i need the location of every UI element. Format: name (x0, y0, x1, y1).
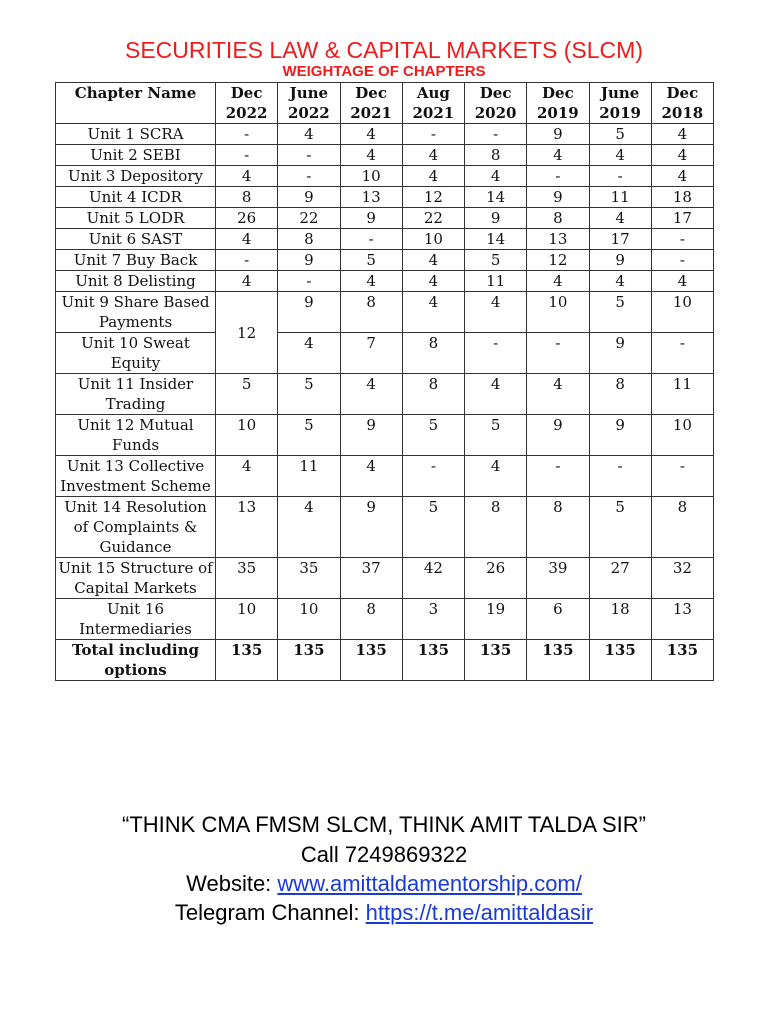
value-cell: 8 (278, 229, 340, 250)
value-cell: 26 (216, 208, 278, 229)
value-cell: 9 (589, 250, 651, 271)
table-row (56, 271, 714, 292)
value-cell: 9 (278, 250, 340, 271)
value-cell: 4 (340, 271, 402, 292)
table-row (56, 124, 714, 145)
value-cell: 5 (402, 415, 464, 456)
column-header: Dec 2021 (340, 83, 402, 124)
value-cell: 4 (465, 292, 527, 333)
table-row (56, 187, 714, 208)
value-cell: 4 (402, 145, 464, 166)
value-cell: - (651, 250, 713, 271)
value-cell: - (651, 229, 713, 250)
column-header: June 2022 (278, 83, 340, 124)
value-cell: 4 (589, 145, 651, 166)
table-row (56, 599, 714, 640)
value-cell: 4 (465, 374, 527, 415)
value-cell: 8 (527, 208, 589, 229)
total-value-cell: 135 (465, 640, 527, 681)
chapter-name-cell: Unit 13 Collective Investment Scheme (56, 456, 216, 497)
table-row (56, 456, 714, 497)
value-cell: 9 (340, 415, 402, 456)
value-cell: 4 (651, 271, 713, 292)
value-cell: 9 (527, 415, 589, 456)
value-cell: 4 (216, 271, 278, 292)
value-cell: 10 (527, 292, 589, 333)
value-cell: 32 (651, 558, 713, 599)
value-cell: 4 (527, 145, 589, 166)
value-cell: 17 (589, 229, 651, 250)
chapter-name-cell: Unit 14 Resolution of Complaints & Guidance (56, 497, 216, 558)
chapter-name-cell: Unit 10 Sweat Equity (56, 333, 216, 374)
column-header: Dec 2019 (527, 83, 589, 124)
value-cell: 14 (465, 229, 527, 250)
value-cell: 8 (402, 333, 464, 374)
value-cell: 14 (465, 187, 527, 208)
value-cell: 4 (340, 374, 402, 415)
value-cell: 18 (651, 187, 713, 208)
chapter-name-cell: Unit 4 ICDR (56, 187, 216, 208)
value-cell: 4 (651, 166, 713, 187)
value-cell: 11 (651, 374, 713, 415)
value-cell: 4 (527, 271, 589, 292)
value-cell: 8 (465, 497, 527, 558)
value-cell: 27 (589, 558, 651, 599)
value-cell: 9 (527, 187, 589, 208)
total-value-cell: 135 (527, 640, 589, 681)
value-cell: 4 (216, 456, 278, 497)
value-cell: 10 (216, 599, 278, 640)
value-cell: 8 (216, 187, 278, 208)
value-cell: 11 (278, 456, 340, 497)
value-cell: 4 (651, 124, 713, 145)
value-cell: 10 (651, 415, 713, 456)
total-value-cell: 135 (278, 640, 340, 681)
telegram-link[interactable]: https://t.me/amittaldasir (365, 900, 594, 925)
total-value-cell: 135 (402, 640, 464, 681)
column-header: Aug 2021 (402, 83, 464, 124)
chapter-name-cell: Unit 6 SAST (56, 229, 216, 250)
value-cell: 8 (651, 497, 713, 558)
column-header: June 2019 (589, 83, 651, 124)
value-cell: 4 (651, 145, 713, 166)
weightage-table (55, 82, 714, 681)
value-cell: 22 (402, 208, 464, 229)
value-cell: - (340, 229, 402, 250)
telegram-label: Telegram Channel: (174, 900, 366, 925)
slogan: “THINK CMA FMSM SLCM, THINK AMIT TALDA SIR” (122, 812, 646, 837)
value-cell: - (278, 166, 340, 187)
value-cell: 4 (278, 124, 340, 145)
table-header-row (56, 83, 714, 124)
value-cell: 19 (465, 599, 527, 640)
chapter-name-cell: Unit 16 Intermediaries (56, 599, 216, 640)
value-cell: 10 (402, 229, 464, 250)
value-cell: 17 (651, 208, 713, 229)
value-cell: 9 (589, 333, 651, 374)
value-cell: - (465, 333, 527, 374)
value-cell: 4 (465, 456, 527, 497)
document-subtitle: WEIGHTAGE OF CHAPTERS (282, 63, 486, 80)
value-cell: 10 (278, 599, 340, 640)
value-cell: 5 (216, 374, 278, 415)
value-cell: - (402, 456, 464, 497)
chapter-name-cell: Unit 3 Depository (56, 166, 216, 187)
column-header: Dec 2018 (651, 83, 713, 124)
value-cell: 4 (402, 292, 464, 333)
value-cell: 13 (216, 497, 278, 558)
value-cell: - (589, 456, 651, 497)
value-cell: - (278, 145, 340, 166)
value-cell: - (527, 166, 589, 187)
value-cell: 22 (278, 208, 340, 229)
value-cell: 5 (465, 250, 527, 271)
chapter-name-cell: Unit 12 Mutual Funds (56, 415, 216, 456)
value-cell: 4 (402, 166, 464, 187)
value-cell: 12 (527, 250, 589, 271)
chapter-name-cell: Unit 1 SCRA (56, 124, 216, 145)
value-cell: 4 (278, 333, 340, 374)
chapter-name-cell: Unit 8 Delisting (56, 271, 216, 292)
document-title: SECURITIES LAW & CAPITAL MARKETS (SLCM) (124, 37, 643, 63)
value-cell: 35 (278, 558, 340, 599)
value-cell: 13 (651, 599, 713, 640)
value-cell: - (216, 145, 278, 166)
website-label: Website: (186, 871, 278, 896)
value-cell: 9 (340, 208, 402, 229)
table-row (56, 292, 714, 333)
value-cell: 4 (589, 271, 651, 292)
value-cell: 5 (465, 415, 527, 456)
chapter-name-cell: Unit 9 Share Based Payments (56, 292, 216, 333)
table-row (56, 558, 714, 599)
value-cell: - (651, 333, 713, 374)
value-cell: 9 (278, 292, 340, 333)
value-cell: - (216, 124, 278, 145)
value-cell: 5 (589, 124, 651, 145)
value-cell: 4 (278, 497, 340, 558)
value-cell: 39 (527, 558, 589, 599)
column-header: Dec 2022 (216, 83, 278, 124)
value-cell: 3 (402, 599, 464, 640)
total-value-cell: 135 (216, 640, 278, 681)
column-header: Dec 2020 (465, 83, 527, 124)
value-cell: 9 (278, 187, 340, 208)
value-cell: 5 (278, 415, 340, 456)
table-row (56, 415, 714, 456)
value-cell: 5 (589, 497, 651, 558)
value-cell: - (527, 456, 589, 497)
value-cell: 4 (402, 271, 464, 292)
table-row (56, 497, 714, 558)
table-row (56, 229, 714, 250)
value-cell: 13 (527, 229, 589, 250)
value-cell: 8 (402, 374, 464, 415)
value-cell: - (651, 456, 713, 497)
merged-value-cell: 12 (216, 292, 278, 374)
value-cell: 8 (340, 292, 402, 333)
value-cell: - (278, 271, 340, 292)
value-cell: 9 (465, 208, 527, 229)
value-cell: 8 (465, 145, 527, 166)
value-cell: 8 (527, 497, 589, 558)
table-row (56, 374, 714, 415)
value-cell: 8 (589, 374, 651, 415)
value-cell: 4 (340, 145, 402, 166)
value-cell: 4 (589, 208, 651, 229)
chapter-name-cell: Unit 5 LODR (56, 208, 216, 229)
value-cell: 4 (216, 229, 278, 250)
value-cell: 4 (340, 456, 402, 497)
value-cell: - (527, 333, 589, 374)
chapter-name-cell: Unit 7 Buy Back (56, 250, 216, 271)
value-cell: 5 (340, 250, 402, 271)
table-row (56, 145, 714, 166)
value-cell: 4 (216, 166, 278, 187)
value-cell: 11 (589, 187, 651, 208)
chapter-name-cell: Unit 11 Insider Trading (56, 374, 216, 415)
total-row (56, 640, 714, 681)
value-cell: 5 (589, 292, 651, 333)
value-cell: 18 (589, 599, 651, 640)
value-cell: 13 (340, 187, 402, 208)
website-link[interactable]: www.amittaldamentorship.com/ (277, 871, 582, 896)
value-cell: 26 (465, 558, 527, 599)
value-cell: 9 (340, 497, 402, 558)
total-value-cell: 135 (651, 640, 713, 681)
table-row (56, 166, 714, 187)
chapter-name-cell: Unit 2 SEBI (56, 145, 216, 166)
value-cell: - (216, 250, 278, 271)
value-cell: - (465, 124, 527, 145)
value-cell: 8 (340, 599, 402, 640)
value-cell: 11 (465, 271, 527, 292)
value-cell: 9 (527, 124, 589, 145)
value-cell: 35 (216, 558, 278, 599)
value-cell: 6 (527, 599, 589, 640)
value-cell: 4 (527, 374, 589, 415)
value-cell: 5 (278, 374, 340, 415)
value-cell: 7 (340, 333, 402, 374)
website-line (0, 871, 768, 897)
table-row (56, 208, 714, 229)
table-row (56, 250, 714, 271)
value-cell: 4 (402, 250, 464, 271)
value-cell: 10 (340, 166, 402, 187)
value-cell: - (402, 124, 464, 145)
value-cell: 4 (465, 166, 527, 187)
total-value-cell: 135 (589, 640, 651, 681)
value-cell: 42 (402, 558, 464, 599)
value-cell: 10 (216, 415, 278, 456)
chapter-name-cell: Unit 15 Structure of Capital Markets (56, 558, 216, 599)
value-cell: 12 (402, 187, 464, 208)
value-cell: 5 (402, 497, 464, 558)
value-cell: 9 (589, 415, 651, 456)
value-cell: - (589, 166, 651, 187)
call-number: Call 7249869322 (300, 842, 468, 867)
value-cell: 10 (651, 292, 713, 333)
table-row (56, 333, 714, 374)
value-cell: 4 (340, 124, 402, 145)
total-value-cell: 135 (340, 640, 402, 681)
value-cell: 37 (340, 558, 402, 599)
column-header-chapter-name: Chapter Name (56, 83, 216, 124)
total-label-cell: Total including options (56, 640, 216, 681)
telegram-line (0, 900, 768, 926)
